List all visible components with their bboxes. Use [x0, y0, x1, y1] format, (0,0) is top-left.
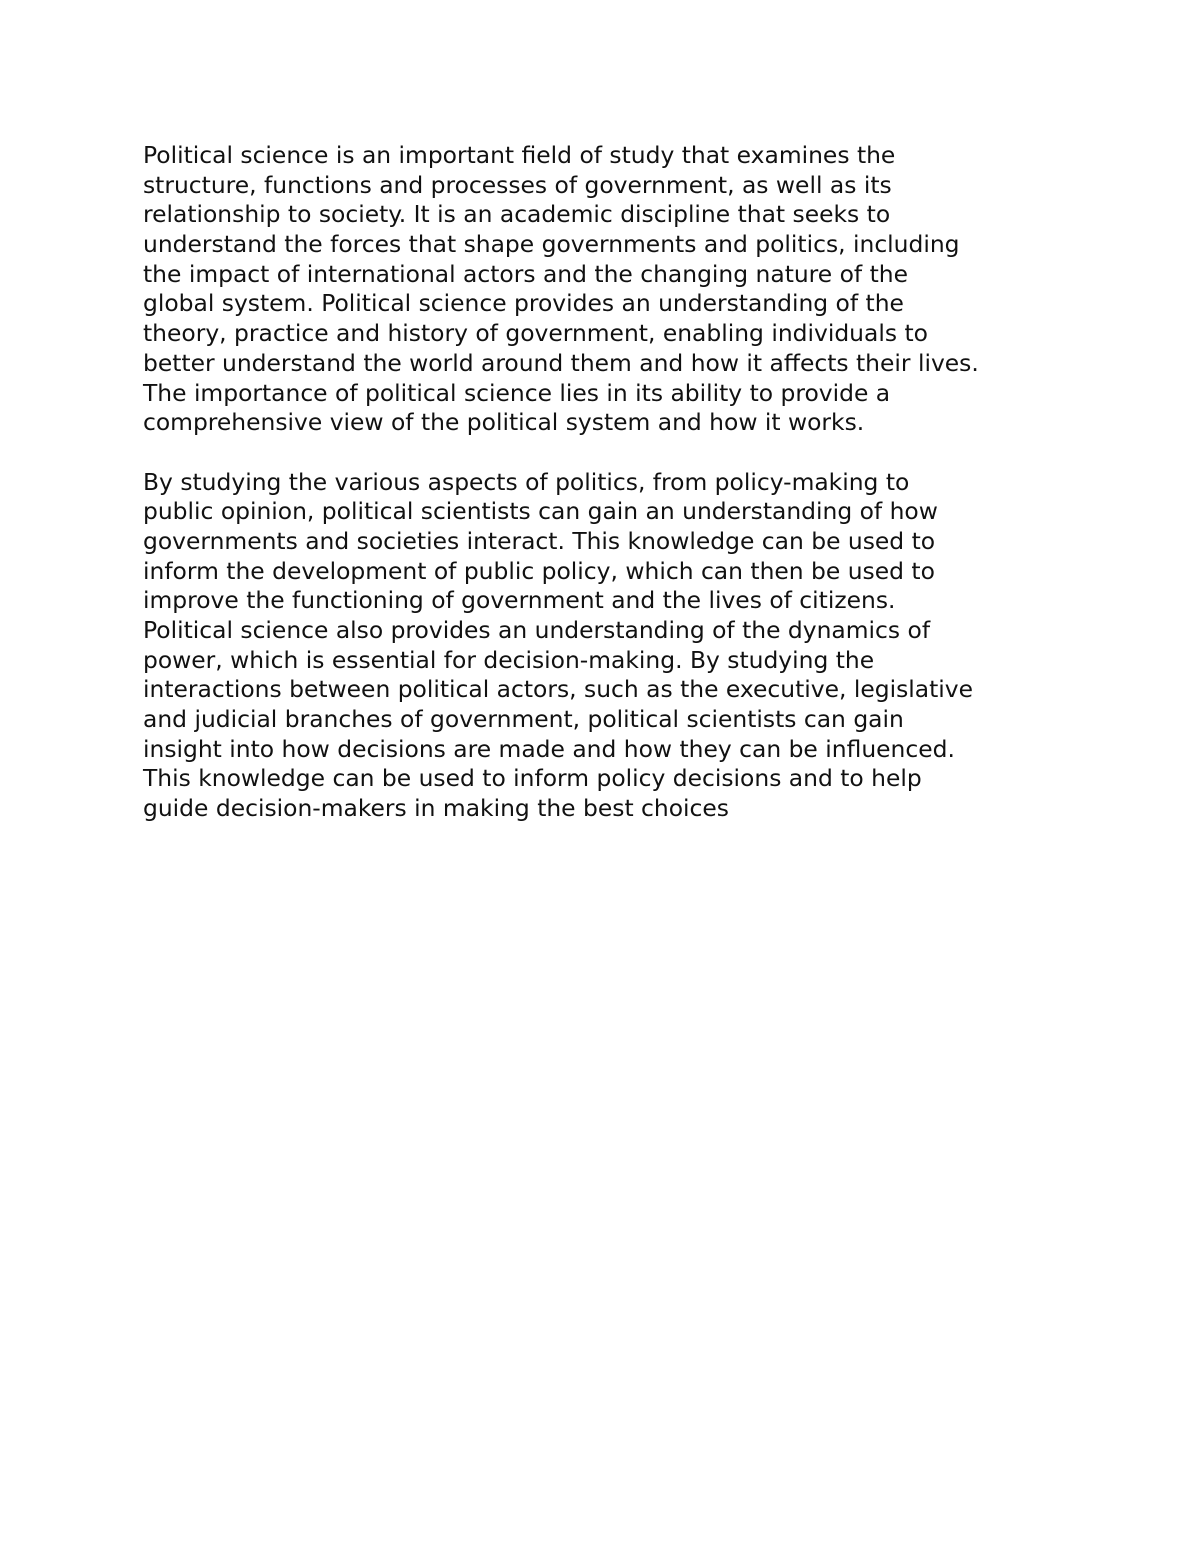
text-line: relationship to society. It is an academic discipline that seeks to	[143, 200, 891, 229]
paragraph-spacer	[143, 438, 1083, 468]
text-line: the impact of international actors and the changing nature of the	[143, 259, 908, 288]
text-line: structure, functions and processes of government, as well as its	[143, 170, 892, 199]
text-line: improve the functioning of government and the lives of citizens.	[143, 586, 896, 615]
document-body	[143, 141, 1083, 824]
text-line: governments and societies interact. This knowledge can be used to	[143, 526, 936, 555]
text-line: This knowledge can be used to inform policy decisions and to help	[143, 764, 922, 793]
paragraph-2	[143, 468, 1083, 824]
text-line: The importance of political science lies in its ability to provide a	[143, 378, 891, 407]
text-line: By studying the various aspects of politics, from policy-making to	[143, 467, 910, 496]
text-line: better understand the world around them and how it affects their lives.	[143, 348, 979, 377]
text-line: power, which is essential for decision-making. By studying the	[143, 645, 875, 674]
text-line: Political science also provides an understanding of the dynamics of	[143, 616, 931, 644]
text-line: comprehensive view of the political system and how it works.	[143, 408, 865, 437]
text-line: theory, practice and history of government, enabling individuals to	[143, 319, 928, 348]
text-line: public opinion, political scientists can gain an understanding of how	[143, 497, 938, 526]
text-line: interactions between political actors, such as the executive, legislative	[143, 675, 974, 704]
text-line: Political science is an important field of study that examines the	[143, 141, 896, 169]
text-line: and judicial branches of government, political scientists can gain	[143, 705, 904, 734]
text-line: understand the forces that shape governments and politics, including	[143, 230, 960, 259]
paragraph-1	[143, 141, 1083, 438]
text-line: global system. Political science provides an understanding of the	[143, 289, 904, 318]
text-line: inform the development of public policy, which can then be used to	[143, 556, 935, 585]
text-line: guide decision-makers in making the best choices	[143, 794, 729, 823]
text-line: insight into how decisions are made and how they can be influenced.	[143, 734, 955, 763]
